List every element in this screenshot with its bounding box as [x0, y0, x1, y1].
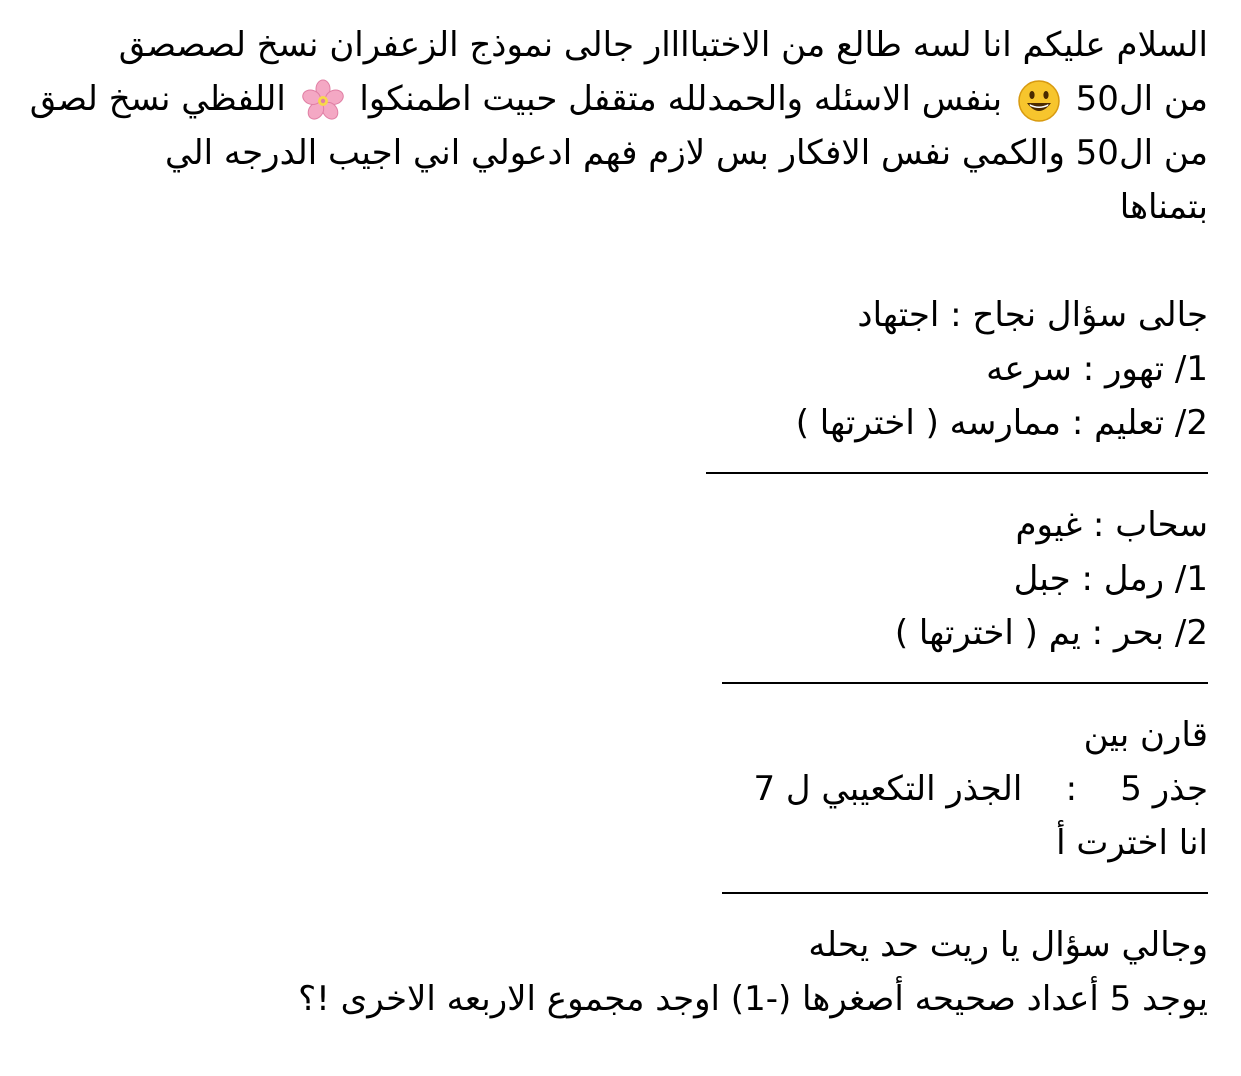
intro-line-3: من ال50 والكمي نفس الافكار بس لازم فهم ادعولي اني اجيب الدرجه الي	[164, 133, 1208, 173]
intro-line-2	[29, 72, 1208, 126]
question-1-prompt: جالى سؤال نجاح : اجتهاد	[857, 295, 1208, 335]
question-4-intro: وجالي سؤال يا ريت حد يحله	[808, 925, 1208, 965]
question-1-option-2: 2/ تعليم : ممارسه ( اخترتها )	[795, 403, 1208, 443]
question-2-option-2: 2/ بحر : يم ( اخترتها )	[894, 613, 1208, 653]
question-3-answer: انا اخترت أ	[1056, 823, 1208, 863]
intro-line-4: بتمناها	[1119, 187, 1208, 227]
section-divider	[722, 892, 1208, 894]
intro-line-2-part-3: اللفظي نسخ لصق	[29, 79, 286, 119]
intro-line-2-part-1: من ال50	[1075, 79, 1208, 119]
smiley-face-emoji-icon	[1017, 79, 1061, 123]
intro-line-2-part-2: بنفس الاسئله والحمدلله متقفل حبيت اطمنكوا	[359, 79, 1003, 119]
question-4-text: يوجد 5 أعداد صحيحه أصغرها (-1) اوجد مجموع الاربعه الاخرى !؟	[298, 979, 1208, 1019]
section-divider	[722, 682, 1208, 684]
intro-line-1: السلام عليكم انا لسه طالع من الاختباااار جالى نموذج الزعفران نسخ لصصصق	[118, 25, 1208, 65]
blank-line	[36, 234, 1208, 288]
question-2-option-1: 1/ رمل : جبل	[1013, 559, 1208, 599]
section-divider	[706, 472, 1208, 474]
question-3-prompt: قارن بين	[1083, 715, 1208, 755]
cherry-blossom-emoji-icon	[301, 79, 345, 123]
question-1-option-1: 1/ تهور : سرعه	[986, 349, 1208, 389]
post-body	[29, 18, 1208, 1026]
question-3-comparison: جذر 5 : الجذر التكعيبي ل 7	[753, 769, 1208, 809]
question-2-prompt: سحاب : غيوم	[1015, 505, 1208, 545]
